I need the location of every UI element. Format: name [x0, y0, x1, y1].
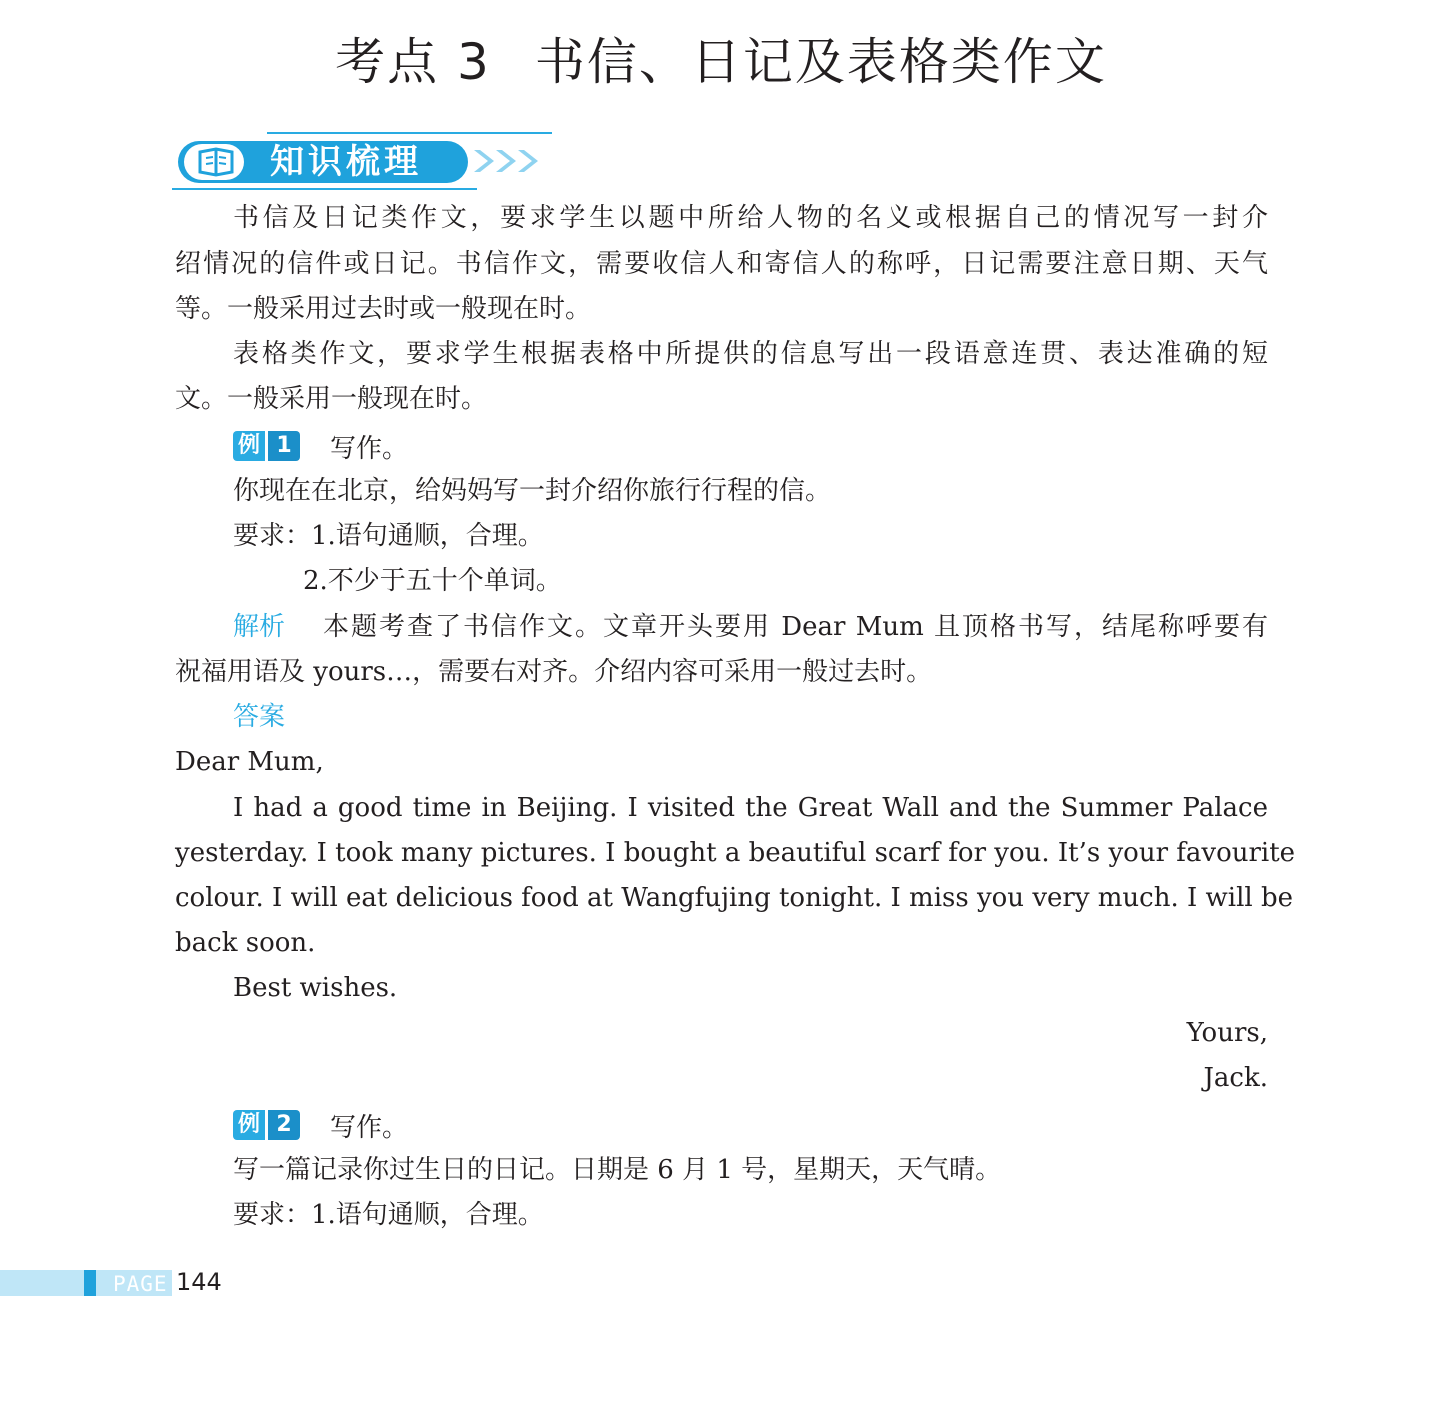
example-2-requirement-1: 要求：1.语句通顺，合理。: [233, 1200, 544, 1230]
analysis-label: 解析: [233, 612, 286, 642]
intro-p1-line2: 绍情况的信件或日记。书信作文，需要收信人和寄信人的称呼，日记需要注意日期、天气: [175, 249, 1268, 279]
example-1-requirement-2: 2.不少于五十个单词。: [303, 566, 562, 596]
title-topic-name: 书信、日记及表格类作文: [534, 33, 1107, 91]
section-label: 知识梳理: [270, 142, 422, 182]
example-badge-char: 例: [233, 1110, 265, 1140]
example-badge-number: 2: [268, 1110, 300, 1140]
example-task: 写作。: [330, 1112, 409, 1143]
intro-p2-line2: 文。一般采用一般现在时。: [175, 384, 488, 414]
letter-body-line4: back soon.: [175, 928, 316, 958]
chevron-arrows-icon: [472, 146, 554, 176]
banner-bottom-line: [172, 188, 477, 190]
title-topic-number: 考点 3: [335, 33, 491, 91]
intro-p1-line1: 书信及日记类作文，要求学生以题中所给人物的名义或根据自己的情况写一封介: [233, 203, 1268, 233]
example-2-header: [233, 1109, 408, 1141]
letter-closing: Yours,: [1186, 1018, 1268, 1048]
example-2-prompt: 写一篇记录你过生日的日记。日期是 6 月 1 号，星期天，天气晴。: [233, 1155, 1002, 1185]
analysis-line2: 祝福用语及 yours…，需要右对齐。介绍内容可采用一般过去时。: [175, 657, 933, 687]
section-banner: [172, 130, 562, 192]
letter-body-line3: colour. I will eat delicious food at Wangfujing tonight. I miss you very much. I will be: [175, 883, 1294, 913]
example-task: 写作。: [330, 433, 409, 464]
intro-p2-line1: 表格类作文，要求学生根据表格中所提供的信息写出一段语意连贯、表达准确的短: [233, 339, 1268, 369]
book-icon: [196, 146, 236, 178]
example-1-requirement-1: 要求：1.语句通顺，合理。: [233, 521, 544, 551]
example-badge-char: 例: [233, 431, 265, 461]
intro-p1-line3: 等。一般采用过去时或一般现在时。: [175, 294, 592, 324]
example-badge-number: 1: [268, 431, 300, 461]
page-number: 144: [176, 1268, 222, 1296]
letter-greeting: Dear Mum,: [175, 747, 324, 777]
page-label: PAGE: [113, 1272, 168, 1296]
letter-body-line2: yesterday. I took many pictures. I bought a beautiful scarf for you. It’s your favourite: [175, 838, 1296, 868]
analysis-text-1: 本题考查了书信作文。文章开头要用 Dear Mum 且顶格书写，结尾称呼要有: [323, 612, 1268, 642]
letter-wishes: Best wishes.: [233, 973, 398, 1003]
answer-label: 答案: [233, 702, 286, 732]
analysis-line1: [233, 611, 1268, 643]
letter-body-line1: I had a good time in Beijing. I visited the Great Wall and the Summer Palace: [233, 793, 1268, 823]
page-title: [0, 22, 1442, 94]
example-1-prompt: 你现在在北京，给妈妈写一封介绍你旅行行程的信。: [233, 476, 832, 506]
banner-top-line: [267, 132, 552, 134]
footer-bar: [0, 1270, 90, 1296]
footer-bar-accent: [84, 1270, 96, 1296]
example-1-header: [233, 430, 408, 462]
letter-signature: Jack.: [1203, 1063, 1268, 1093]
